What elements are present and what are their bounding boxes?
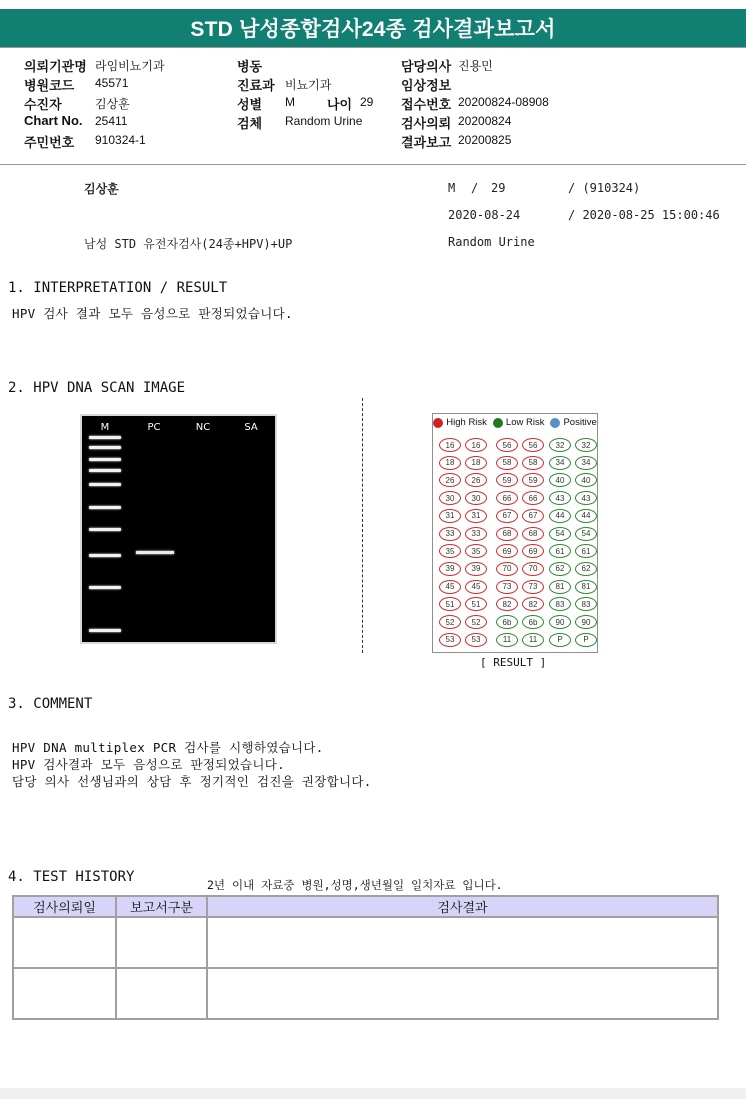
hpv-type-cell: 66 (496, 491, 518, 505)
hpv-type-cell: 53 (465, 633, 487, 647)
ladder-band (89, 586, 121, 589)
doctor-value: 진용민 (458, 59, 493, 73)
patient-label: 수진자 (24, 97, 62, 112)
hpv-result-panel (432, 413, 598, 653)
hpv-type-cell: 45 (439, 580, 461, 594)
gel-lane-label-pc: PC (147, 422, 161, 433)
resident-id-value: 910324-1 (95, 133, 146, 147)
hpv-type-cell: 52 (465, 615, 487, 629)
table-row (13, 917, 718, 968)
hpv-type-cell: 59 (496, 473, 518, 487)
col-request-date: 검사의뢰일 (13, 896, 116, 917)
hpv-type-cell: P (575, 633, 597, 647)
hpv-type-cell: 30 (439, 491, 461, 505)
hpv-type-cell: 33 (465, 527, 487, 541)
table-row (13, 968, 718, 1019)
comment-line-1: HPV DNA multiplex PCR 검사를 시행하였습니다. (12, 740, 324, 755)
hospital-code-value: 45571 (95, 76, 129, 90)
legend-positive: Positive (563, 417, 597, 428)
hpv-type-cell: 82 (522, 597, 544, 611)
history-table (12, 895, 719, 1020)
resident-id-label: 주민번호 (24, 135, 75, 150)
hpv-type-cell: 73 (496, 580, 518, 594)
chart-no-value: 25411 (95, 114, 128, 128)
age-label: 나이 (327, 97, 353, 112)
ladder-band (89, 629, 121, 632)
hpv-type-cell: 16 (439, 438, 461, 452)
gel-lane-label-nc: NC (195, 422, 211, 433)
patient-value: 김상훈 (95, 97, 130, 111)
hpv-type-cell: 52 (439, 615, 461, 629)
hpv-type-cell: 32 (549, 438, 571, 452)
hpv-type-cell: 35 (465, 544, 487, 558)
col-result: 검사결과 (207, 896, 718, 917)
hpv-type-cell: 62 (549, 562, 571, 576)
hpv-type-cell: 44 (549, 509, 571, 523)
age-value: 29 (360, 95, 374, 109)
hpv-type-cell: 34 (575, 456, 597, 470)
sex-value: M (285, 95, 295, 109)
hpv-type-cell: 69 (522, 544, 544, 558)
institution-value: 라임비뇨기과 (95, 59, 165, 73)
hpv-type-cell: 35 (439, 544, 461, 558)
ladder-band (89, 446, 121, 449)
receipt-no-value: 20200824-08908 (458, 95, 549, 109)
chart-no-label: Chart No. (24, 113, 83, 128)
record-name: 김상훈 (84, 182, 119, 196)
info-divider (0, 164, 746, 165)
hpv-type-cell: P (549, 633, 571, 647)
hpv-type-cell: 67 (522, 509, 544, 523)
hpv-type-cell: 34 (549, 456, 571, 470)
record-age: 29 (491, 181, 506, 195)
legend-high-risk: High Risk (446, 417, 487, 428)
page-bottom-bar (0, 1088, 746, 1099)
hpv-type-cell: 53 (439, 633, 461, 647)
specimen-label: 검체 (237, 116, 263, 131)
ladder-band (89, 528, 121, 531)
section-scan-heading: 2. HPV DNA SCAN IMAGE (8, 380, 186, 396)
hpv-type-cell: 81 (575, 580, 597, 594)
comment-line-2: HPV 검사결과 모두 음성으로 판정되었습니다. (12, 757, 285, 772)
hpv-type-cell: 51 (465, 597, 487, 611)
table-cell (116, 968, 207, 1019)
report-date-value: 20200825 (458, 133, 512, 147)
hpv-legend (433, 417, 597, 428)
hpv-type-cell: 18 (465, 456, 487, 470)
hpv-type-cell: 11 (496, 633, 518, 647)
hpv-type-cell: 68 (496, 527, 518, 541)
hpv-type-cell: 6b (496, 615, 518, 629)
history-header-row (13, 896, 718, 917)
table-cell (13, 968, 116, 1019)
hpv-type-cell: 54 (549, 527, 571, 541)
report-date-label: 결과보고 (401, 135, 452, 150)
hpv-type-cell: 67 (496, 509, 518, 523)
hpv-type-cell: 70 (522, 562, 544, 576)
table-cell (207, 968, 718, 1019)
institution-label: 의뢰기관명 (24, 59, 87, 74)
hpv-type-cell: 66 (522, 491, 544, 505)
hpv-type-cell: 11 (522, 633, 544, 647)
hpv-type-cell: 43 (549, 491, 571, 505)
hpv-type-cell: 51 (439, 597, 461, 611)
table-cell (207, 917, 718, 968)
hpv-type-cell: 58 (496, 456, 518, 470)
hpv-type-cell: 31 (439, 509, 461, 523)
dna-gel-image (80, 414, 277, 644)
record-report-datetime: / 2020-08-25 15:00:46 (568, 208, 720, 222)
sex-label: 성별 (237, 97, 263, 112)
hpv-type-cell: 6b (522, 615, 544, 629)
hpv-type-cell: 18 (439, 456, 461, 470)
gel-lane-label-sa: SA (244, 422, 258, 433)
hpv-type-cell: 45 (465, 580, 487, 594)
record-slash: / (471, 181, 479, 195)
record-sex: M (448, 181, 456, 195)
col-report-type: 보고서구분 (116, 896, 207, 917)
hpv-type-cell: 61 (575, 544, 597, 558)
ladder-band (89, 554, 121, 557)
hpv-type-cell: 40 (549, 473, 571, 487)
hpv-type-cell: 26 (465, 473, 487, 487)
legend-low-risk: Low Risk (505, 417, 545, 428)
hpv-type-cell: 16 (465, 438, 487, 452)
gel-lane-label-m: M (100, 422, 110, 433)
ladder-band (89, 436, 121, 439)
scan-divider (362, 398, 363, 653)
hpv-type-cell: 59 (522, 473, 544, 487)
section-interpretation-heading: 1. INTERPRETATION / RESULT (8, 280, 228, 296)
hpv-type-cell: 39 (439, 562, 461, 576)
hpv-type-cell: 81 (549, 580, 571, 594)
record-test-name: 남성 STD 유전자검사(24종+HPV)+UP (84, 237, 293, 251)
comment-line-3: 담당 의사 선생님과의 상담 후 정기적인 검진을 권장합니다. (12, 774, 372, 789)
clinical-info-label: 임상정보 (401, 78, 452, 93)
hpv-type-cell: 69 (496, 544, 518, 558)
history-note: 2년 이내 자료중 병원,성명,생년월일 일치자료 입니다. (207, 878, 503, 892)
hpv-type-cell: 73 (522, 580, 544, 594)
hpv-type-cell: 33 (439, 527, 461, 541)
header-divider (0, 47, 746, 48)
hpv-type-cell: 68 (522, 527, 544, 541)
hpv-type-cell: 56 (496, 438, 518, 452)
positive-control-band (136, 551, 174, 554)
hpv-type-cell: 26 (439, 473, 461, 487)
record-id: / (910324) (568, 181, 641, 195)
hpv-type-cell: 90 (575, 615, 597, 629)
positive-dot-icon (550, 418, 560, 428)
doctor-label: 담당의사 (401, 59, 452, 74)
table-cell (13, 917, 116, 968)
section-history-heading: 4. TEST HISTORY (8, 869, 135, 885)
hpv-type-cell: 82 (496, 597, 518, 611)
hpv-type-cell: 32 (575, 438, 597, 452)
hpv-type-cell: 44 (575, 509, 597, 523)
hpv-type-cell: 61 (549, 544, 571, 558)
ladder-band (89, 483, 121, 486)
department-label: 진료과 (237, 78, 275, 93)
ladder-band (89, 506, 121, 509)
ladder-band (89, 458, 121, 461)
department-value: 비뇨기과 (285, 78, 332, 92)
high-risk-dot-icon (433, 418, 443, 428)
hpv-type-cell: 30 (465, 491, 487, 505)
request-date-label: 검사의뢰 (401, 116, 452, 131)
hpv-type-cell: 40 (575, 473, 597, 487)
hpv-type-cell: 39 (465, 562, 487, 576)
hpv-type-cell: 43 (575, 491, 597, 505)
hpv-type-cell: 58 (522, 456, 544, 470)
ward-label: 병동 (237, 59, 263, 74)
hpv-type-cell: 31 (465, 509, 487, 523)
report-title: STD 남성종합검사24종 검사결과보고서 (0, 9, 746, 47)
section-comment-heading: 3. COMMENT (8, 696, 93, 712)
ladder-band (89, 469, 121, 472)
hpv-type-cell: 54 (575, 527, 597, 541)
hospital-code-label: 병원코드 (24, 78, 75, 93)
low-risk-dot-icon (493, 418, 503, 428)
request-date-value: 20200824 (458, 114, 512, 128)
hpv-type-cell: 56 (522, 438, 544, 452)
hpv-type-cell: 83 (575, 597, 597, 611)
hpv-type-cell: 62 (575, 562, 597, 576)
hpv-type-cell: 90 (549, 615, 571, 629)
record-request-date: 2020-08-24 (448, 208, 521, 222)
result-caption: [ RESULT ] (480, 656, 547, 669)
table-cell (116, 917, 207, 968)
hpv-type-cell: 70 (496, 562, 518, 576)
interpretation-text: HPV 검사 결과 모두 음성으로 판정되었습니다. (12, 306, 293, 321)
specimen-value: Random Urine (285, 114, 363, 128)
hpv-type-cell: 83 (549, 597, 571, 611)
receipt-no-label: 접수번호 (401, 97, 452, 112)
record-specimen: Random Urine (448, 235, 535, 249)
